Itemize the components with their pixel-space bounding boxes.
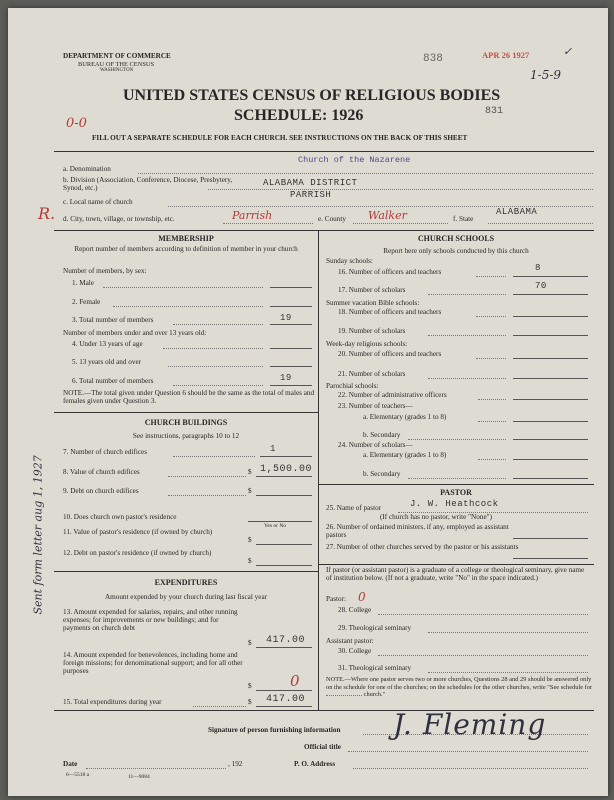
red-r-mark: R.	[38, 204, 56, 223]
q20-dots	[476, 358, 506, 359]
q16-value: 8	[535, 263, 541, 273]
membership-note: NOTE.—The total given under Question 6 should be the same as the total of males and females given under Question 3.	[63, 389, 315, 405]
q23b-label: b. Secondary	[363, 431, 401, 439]
pastor-grad-value: 0	[358, 590, 366, 604]
q12-dollar: $	[248, 557, 252, 565]
title-line[interactable]	[348, 751, 588, 752]
q27-field[interactable]	[513, 558, 588, 559]
q17-dots	[428, 294, 506, 295]
q24b-field[interactable]	[513, 478, 588, 479]
q15-field[interactable]	[256, 706, 312, 707]
year-label: , 192	[228, 760, 243, 768]
q11-field[interactable]	[256, 544, 312, 545]
q24a-label: a. Elementary (grades 1 to 8)	[363, 451, 447, 459]
buildings-heading: CHURCH BUILDINGS	[144, 418, 228, 427]
pastor-note-end: church."	[363, 691, 386, 698]
q29-label: 29. Theological seminary	[338, 624, 412, 632]
q31-label: 31. Theological seminary	[338, 664, 412, 672]
division-line	[208, 189, 593, 190]
form-title: UNITED STATES CENSUS OF RELIGIOUS BODIES	[123, 87, 501, 104]
q3-label: 3. Total number of members	[72, 316, 154, 324]
q8-value: 1,500.00	[260, 464, 313, 475]
q13-label: 13. Amount expended for salaries, repairs, and other running expenses; for improvements or new buildings; and for payments on church debt	[63, 608, 238, 632]
date-line[interactable]	[86, 768, 226, 769]
q7-dots	[173, 456, 255, 457]
county-line	[353, 223, 448, 224]
q27-label: 27. Number of other churches served by the pastor or his assistants	[326, 543, 519, 551]
instruction-line: FILL OUT A SEPARATE SCHEDULE FOR EACH CHURCH. SEE INSTRUCTIONS ON THE BACK OF THIS SHEET	[92, 134, 468, 142]
stamp-number-top: 838	[423, 53, 443, 65]
q20-label: 20. Number of officers and teachers	[338, 350, 442, 358]
rule-grad	[318, 564, 594, 565]
bureau-label: BUREAU OF THE CENSUS	[78, 61, 155, 68]
pastor-note-text: NOTE.—Where one pastor serves two or more churches, Questions 28 and 29 should be answered only on the schedule for one of the churches; on the schedules for the other churches, write "See schedule for	[326, 676, 593, 691]
schools-heading: CHURCH SCHOOLS	[417, 234, 495, 243]
q12-label: 12. Debt on pastor's residence (if owned by church)	[63, 549, 212, 557]
q28-label: 28. College	[338, 606, 372, 614]
q19-dots	[428, 335, 506, 336]
q24-label: 24. Number of scholars—	[338, 441, 413, 449]
q24a-dots	[478, 459, 506, 460]
q3-field[interactable]	[270, 324, 312, 325]
q2-field[interactable]	[270, 306, 312, 307]
sunday-label: Sunday schools:	[326, 257, 373, 265]
q8-field[interactable]	[256, 476, 312, 477]
q18-dots	[476, 316, 506, 317]
assistant-label: Assistant pastor:	[326, 637, 374, 645]
q7-value: 1	[270, 444, 276, 454]
denomination-value: Church of the Nazarene	[298, 155, 411, 165]
q10-field[interactable]	[248, 521, 312, 522]
q20-field[interactable]	[513, 358, 588, 359]
form-subtitle: SCHEDULE: 1926	[234, 107, 364, 124]
q2-dots	[113, 306, 263, 307]
q29-field[interactable]	[428, 632, 588, 633]
q19-field[interactable]	[513, 335, 588, 336]
q2-label: 2. Female	[72, 298, 101, 306]
q5-dots	[168, 366, 263, 367]
expenditures-heading: EXPENDITURES	[154, 578, 218, 587]
grad-note: If pastor (or assistant pastor) is a graduate of a college or theological seminary, give name of institution below. (If not a graduate, write "No" in the space indicated.)	[326, 566, 585, 582]
q26-label: 26. Number of ordained ministers, if any, employed as assistant pastors	[326, 523, 509, 539]
q23a-label: a. Elementary (grades 1 to 8)	[363, 413, 447, 421]
schools-intro: Report here only schools conducted by this church	[383, 247, 529, 255]
rule-identity	[54, 230, 594, 231]
membership-heading: MEMBERSHIP	[158, 234, 214, 243]
title-label: Official title	[304, 743, 341, 751]
q25-label: 25. Name of pastor	[326, 504, 382, 512]
check-mark: ✓	[563, 45, 573, 58]
q7-field[interactable]	[260, 456, 312, 457]
q16-label: 16. Number of officers and teachers	[338, 268, 442, 276]
q14-dollar: $	[248, 682, 252, 690]
q1-field[interactable]	[270, 287, 312, 288]
q23-label: 23. Number of teachers—	[338, 402, 413, 410]
q18-label: 18. Number of officers and teachers	[338, 308, 442, 316]
address-label: P. O. Address	[294, 760, 336, 768]
q15-dollar: $	[248, 698, 252, 706]
q18-field[interactable]	[513, 316, 588, 317]
q15-value: 417.00	[266, 694, 306, 705]
q9-field[interactable]	[256, 495, 312, 496]
q15-dots	[193, 706, 246, 707]
q3-dots	[173, 324, 263, 325]
q24b-dots	[408, 478, 506, 479]
division-value: ALABAMA DISTRICT	[263, 178, 358, 188]
signature-label: Signature of person furnishing information	[208, 726, 341, 734]
q6-dots	[173, 385, 263, 386]
q16-field[interactable]	[513, 276, 588, 277]
q11-label: 11. Value of pastor's residence (if owned by church)	[63, 528, 213, 536]
pastor-note	[326, 676, 594, 699]
county-value: Walker	[368, 209, 407, 222]
yes-no-hint: Yes or No	[264, 523, 287, 529]
q16-dots	[476, 276, 506, 277]
q24b-label: b. Secondary	[363, 470, 401, 478]
signature-value: J. Fleming	[393, 708, 547, 741]
q4-field[interactable]	[270, 348, 312, 349]
county-label: e. County	[318, 215, 346, 223]
red-mark: 0-0	[66, 116, 87, 131]
city-value: Parrish	[232, 209, 273, 222]
q10-label: 10. Does church own pastor's residence	[63, 513, 177, 521]
rule-top	[54, 151, 594, 152]
q25-note: (If church has no pastor, write "None")	[380, 513, 492, 521]
q4-label: 4. Under 13 years of age	[72, 340, 143, 348]
q17-value: 70	[535, 281, 547, 291]
q1-label: 1. Male	[72, 279, 94, 287]
margin-note: Sent form letter aug 1, 1927	[31, 455, 45, 615]
q23a-dots	[478, 421, 506, 422]
q21-label: 21. Number of scholars	[338, 370, 406, 378]
q22-field[interactable]	[513, 399, 588, 400]
pastor-sub-label: Pastor:	[326, 595, 346, 603]
q8-label: 8. Value of church edifices	[63, 468, 140, 476]
q22-label: 22. Number of administrative officers	[338, 391, 447, 399]
q9-dollar: $	[248, 487, 252, 495]
census-schedule-page	[8, 8, 608, 796]
state-line	[488, 223, 593, 224]
state-label: f. State	[453, 215, 474, 223]
q23b-dots	[408, 439, 506, 440]
q5-field[interactable]	[270, 366, 312, 367]
form-number: 6—5518 a	[66, 772, 90, 778]
local-name-value: PARRISH	[290, 190, 332, 200]
q14-value: 0	[290, 672, 300, 690]
q8-dollar: $	[248, 468, 252, 476]
q15-label: 15. Total expenditures during year	[63, 698, 162, 706]
pastor-note-blank[interactable]	[326, 695, 362, 696]
buildings-sub: See instructions, paragraphs 10 to 12	[132, 432, 240, 440]
q21-dots	[428, 378, 506, 379]
q13-field[interactable]	[256, 647, 312, 648]
q23a-field[interactable]	[513, 421, 588, 422]
q23b-field[interactable]	[513, 439, 588, 440]
date-label: Date	[63, 760, 78, 768]
q24a-field[interactable]	[513, 459, 588, 460]
q8-dots	[168, 476, 246, 477]
sex-intro: Number of members, by sex:	[63, 267, 147, 275]
rule-expenditures	[54, 571, 318, 572]
q30-label: 30. College	[338, 647, 372, 655]
q6-field[interactable]	[270, 385, 312, 386]
expenditures-intro: Amount expended by your church during last fiscal year	[104, 593, 268, 601]
q13-value: 417.00	[266, 635, 306, 646]
q17-label: 17. Number of scholars	[338, 286, 406, 294]
q19-label: 19. Number of scholars	[338, 327, 406, 335]
address-line[interactable]	[353, 768, 588, 769]
q1-dots	[103, 287, 263, 288]
stamp-number: 831	[485, 106, 504, 117]
print-number: 11—9084	[128, 774, 150, 780]
q21-field[interactable]	[513, 378, 588, 379]
division-label: b. Division (Association, Conference, Diocese, Presbytery, Synod, etc.)	[63, 176, 233, 192]
q6-value: 19	[280, 373, 292, 383]
parochial-label: Parochial schools:	[326, 382, 379, 390]
city-field-label: d. City, town, village, or township, etc.	[63, 215, 175, 223]
local-name-label: c. Local name of church	[63, 198, 133, 206]
q3-value: 19	[280, 313, 292, 323]
q28-field[interactable]	[378, 614, 588, 615]
dept-label: DEPARTMENT OF COMMERCE	[63, 52, 171, 60]
q14-label: 14. Amount expended for benevolences, including home and foreign missions; for denominational support; and for all other purposes	[63, 651, 243, 675]
q6-label: 6. Total number of members	[72, 377, 154, 385]
denomination-label: a. Denomination	[63, 165, 111, 173]
q11-dollar: $	[248, 536, 252, 544]
q22-dots	[478, 399, 506, 400]
q9-label: 9. Debt on church edifices	[63, 487, 139, 495]
q13-dollar: $	[248, 639, 252, 647]
age-intro: Number of members under and over 13 years old:	[63, 329, 207, 337]
state-value: ALABAMA	[496, 207, 538, 217]
city-label: WASHINGTON	[100, 68, 134, 73]
rule-pastor	[318, 484, 594, 485]
rule-buildings	[54, 412, 318, 413]
q4-dots	[163, 348, 263, 349]
received-date-stamp: APR 26 1927	[482, 50, 530, 60]
q14-field[interactable]	[256, 690, 312, 691]
q5-label: 5. 13 years old and over	[72, 358, 142, 366]
pastor-heading: PASTOR	[440, 488, 472, 497]
q7-label: 7. Number of church edifices	[63, 448, 148, 456]
denomination-line	[138, 173, 593, 174]
handwritten-code: 1-5-9	[530, 68, 562, 82]
membership-intro: Report number of members according to definition of member in your church	[74, 245, 298, 253]
q9-dots	[168, 495, 246, 496]
q12-field[interactable]	[256, 565, 312, 566]
q17-field[interactable]	[513, 294, 588, 295]
q30-field[interactable]	[378, 655, 588, 656]
city-line	[223, 223, 313, 224]
column-divider	[318, 230, 319, 710]
q26-field[interactable]	[513, 538, 588, 539]
weekday-label: Week-day religious schools:	[326, 340, 408, 348]
q31-field[interactable]	[428, 672, 588, 673]
vacation-label: Summer vacation Bible schools:	[326, 299, 420, 307]
q25-value: J. W. Heathcock	[410, 499, 499, 509]
